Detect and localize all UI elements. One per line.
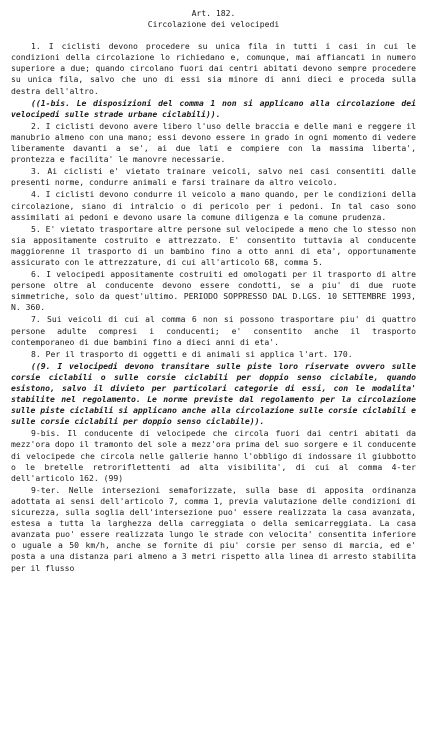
paragraph-comma-3: 3. Ai ciclisti e' vietato trainare veicoli, salvo nei casi consentiti dalle presenti norme, condurre animali e farsi trainare da altro veicolo. <box>11 166 416 188</box>
paragraph-comma-1: 1. I ciclisti devono procedere su unica fila in tutti i casi in cui le condizioni della circolazione lo richiedano e, comunque, mai affiancati in numero superiore a due; quando circolano fuori dai centri abitati devono sempre procedere su unica fila, salvo che uno di essi sia minore di anni dieci e proceda sulla destra dell'altro. <box>11 41 416 96</box>
paragraph-comma-9-bis: 9-bis. Il conducente di velocipede che circola fuori dai centri abitati da mezz'ora dopo il tramonto del sole a mezz'ora prima del suo sorgere e il conducente di velocipede che circola nelle gallerie hanno l'obbligo di indossare il giubbotto o le bretelle retroriflettenti ad alta visibilita', di cui al comma 4-ter dell'articolo 162. (99) <box>11 428 416 483</box>
paragraph-comma-9-ter: 9-ter. Nelle intersezioni semaforizzate, sulla base di apposita ordinanza adottata ai sensi dell'articolo 7, comma 1, previa valutazione delle condizioni di sicurezza, sulla soglia dell'intersezione puo' essere realizzata la casa avanzata, estesa a tutta la larghezza della carreggiata o della semicarreggiata. La casa avanzata puo' essere realizzata lungo le strade con velocita' consentita inferiore o uguale a 50 km/h, anche se fornite di piu' corsie per senso di marcia, ed e' posta a una distanza pari almeno a 3 metri rispetto alla linea di arresto stabilita per il flusso <box>11 484 416 573</box>
paragraph-comma-2: 2. I ciclisti devono avere libero l'uso delle braccia e delle mani e reggere il manubrio almeno con una mano; essi devono essere in grado in ogni momento di vedere liberamente davanti a se', ai due lati e compiere con la massima liberta', prontezza e facilita' le manovre necessarie. <box>11 120 416 165</box>
paragraph-comma-8: 8. Per il trasporto di oggetti e di animali si applica l'art. 170. <box>31 348 353 359</box>
paragraph-comma-7: 7. Sui veicoli di cui al comma 6 non si possono trasportare piu' di quattro persone adulte compresi i conducenti; e' consentito anche il trasporto contemporaneo di due bambini fino a dieci anni di eta'. <box>11 314 416 347</box>
paragraph-comma-9: ((9. I velocipedi devono transitare sulle piste loro riservate ovvero sulle corsie ciclabili o sulle corsie ciclabili per doppio senso ciclabile, quando esistono, salvo il divieto per particolari categorie di essi, con le modalita' stabilite nel regolamento. Le norme previste dal regolamento per la circolazione sulle piste ciclabili si applicano anche alla circolazione sulle corsie ciclabili e sulle corsie ciclabili per doppio senso ciclabile)). <box>11 360 416 427</box>
paragraph-comma-1-bis: ((1-bis. Le disposizioni del comma 1 non si applicano alla circolazione dei velocipedi sulle strade urbane ciclabili)). <box>11 97 416 119</box>
paragraph-comma-6: 6. I velocipedi appositamente costruiti ed omologati per il trasporto di altre persone oltre al conducente devono essere condotti, se a piu' di due ruote simmetriche, solo da quest'ultimo. PERIODO SOPPRESSO DAL D.LGS. 10 SETTEMBRE 1993, N. 360. <box>11 269 416 313</box>
article-number: Art. 182. <box>191 8 236 18</box>
paragraph-comma-5: 5. E' vietato trasportare altre persone sul velocipede a meno che lo stesso non sia appositamente costruito e attrezzato. E' consentito tuttavia al conducente maggiorenne il trasporto di un bambino fino a otto anni di eta', opportunamente assicurato con le attrezzature, di cui all'articolo 68, comma 5. <box>11 223 416 267</box>
paragraph-comma-4: 4. I ciclisti devono condurre il veicolo a mano quando, per le condizioni della circolazione, siano di intralcio o di pericolo per i pedoni. In tal caso sono assimilati ai pedoni e devono usare la comune diligenza e la comune prudenza. <box>11 189 416 222</box>
article-title: Circolazione dei velocipedi <box>147 19 280 30</box>
